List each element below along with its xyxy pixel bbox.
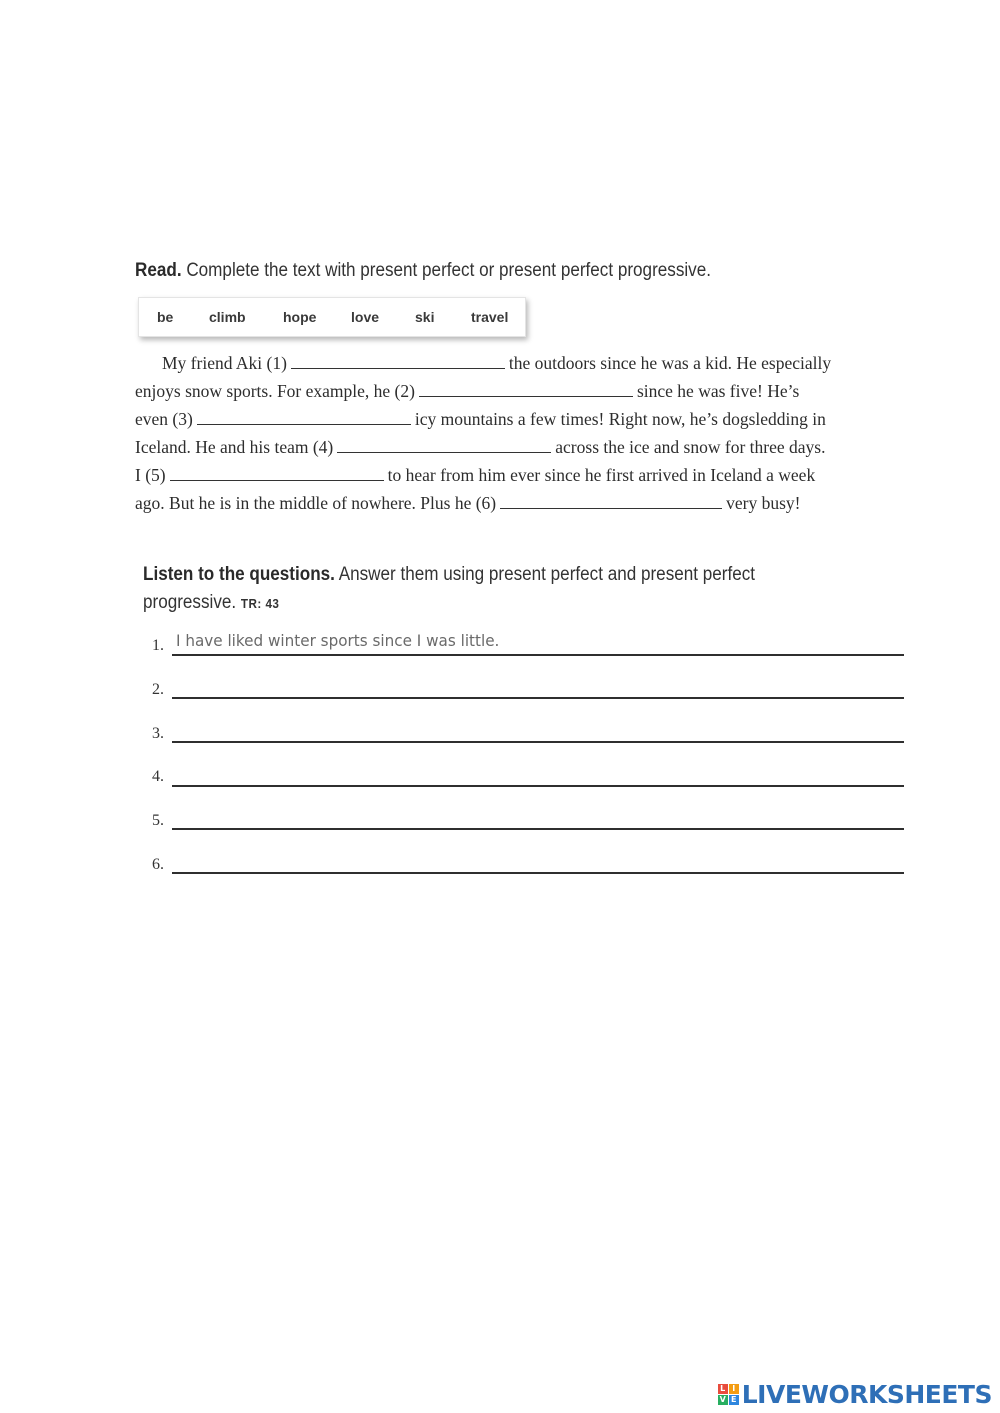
word-ski: ski [415, 309, 435, 325]
answer-line-3[interactable] [172, 741, 904, 743]
blank-1[interactable] [291, 367, 505, 369]
paragraph-line-5: I (5) to hear from him ever since he first arrived in Iceland a week [135, 465, 816, 485]
instruction-text-2: Answer them using present perfect and present perfect [334, 564, 756, 585]
listen-label: Listen to the questions. [143, 564, 335, 585]
blank-2[interactable] [419, 395, 633, 397]
answer-line-1[interactable] [172, 654, 904, 656]
word-climb: climb [209, 309, 246, 325]
answer-line-6[interactable] [172, 872, 904, 874]
liveworksheets-logo-icon: L I V E [718, 1384, 739, 1405]
answer-1[interactable]: I have liked winter sports since I was little. [176, 631, 500, 650]
paragraph-line-1: My friend Aki (1) the outdoors since he was a kid. He especially [162, 353, 832, 373]
word-travel: travel [471, 309, 509, 325]
item-number-4: 4. [152, 768, 164, 785]
track-label: TR: 43 [240, 596, 280, 611]
word-love: love [351, 309, 380, 325]
blank-3[interactable] [197, 423, 411, 425]
blank-6[interactable] [500, 507, 722, 509]
section2-instruction-line2: progressive. TR: 43 [143, 592, 280, 613]
logo-text: LIVEWORKSHEETS [741, 1379, 992, 1409]
item-number-1: 1. [152, 637, 164, 654]
blank-4[interactable] [337, 451, 551, 453]
paragraph-line-3: even (3) icy mountains a few times! Right now, he’s dogsledding in [135, 409, 826, 429]
paragraph-line-6: ago. But he is in the middle of nowhere. Plus he (6) very busy! [135, 493, 801, 513]
section2-instruction [143, 564, 755, 586]
read-label: Read. [135, 260, 182, 281]
paragraph-line-4: Iceland. He and his team (4) across the ice and snow for three days. [135, 437, 826, 457]
instruction-text: Complete the text with present perfect or present perfect progressive. [181, 260, 711, 281]
section1-instruction [135, 260, 711, 282]
item-number-3: 3. [152, 725, 164, 742]
answer-line-2[interactable] [172, 697, 904, 699]
paragraph-line-2: enjoys snow sports. For example, he (2) since he was five! He’s [135, 381, 800, 401]
item-number-5: 5. [152, 812, 164, 829]
answer-line-5[interactable] [172, 828, 904, 830]
word-bank [138, 297, 526, 337]
item-number-6: 6. [152, 856, 164, 873]
answer-line-4[interactable] [172, 785, 904, 787]
word-be: be [157, 309, 174, 325]
item-number-2: 2. [152, 681, 164, 698]
liveworksheets-logo [718, 1380, 992, 1408]
word-hope: hope [283, 309, 317, 325]
blank-5[interactable] [170, 479, 384, 481]
